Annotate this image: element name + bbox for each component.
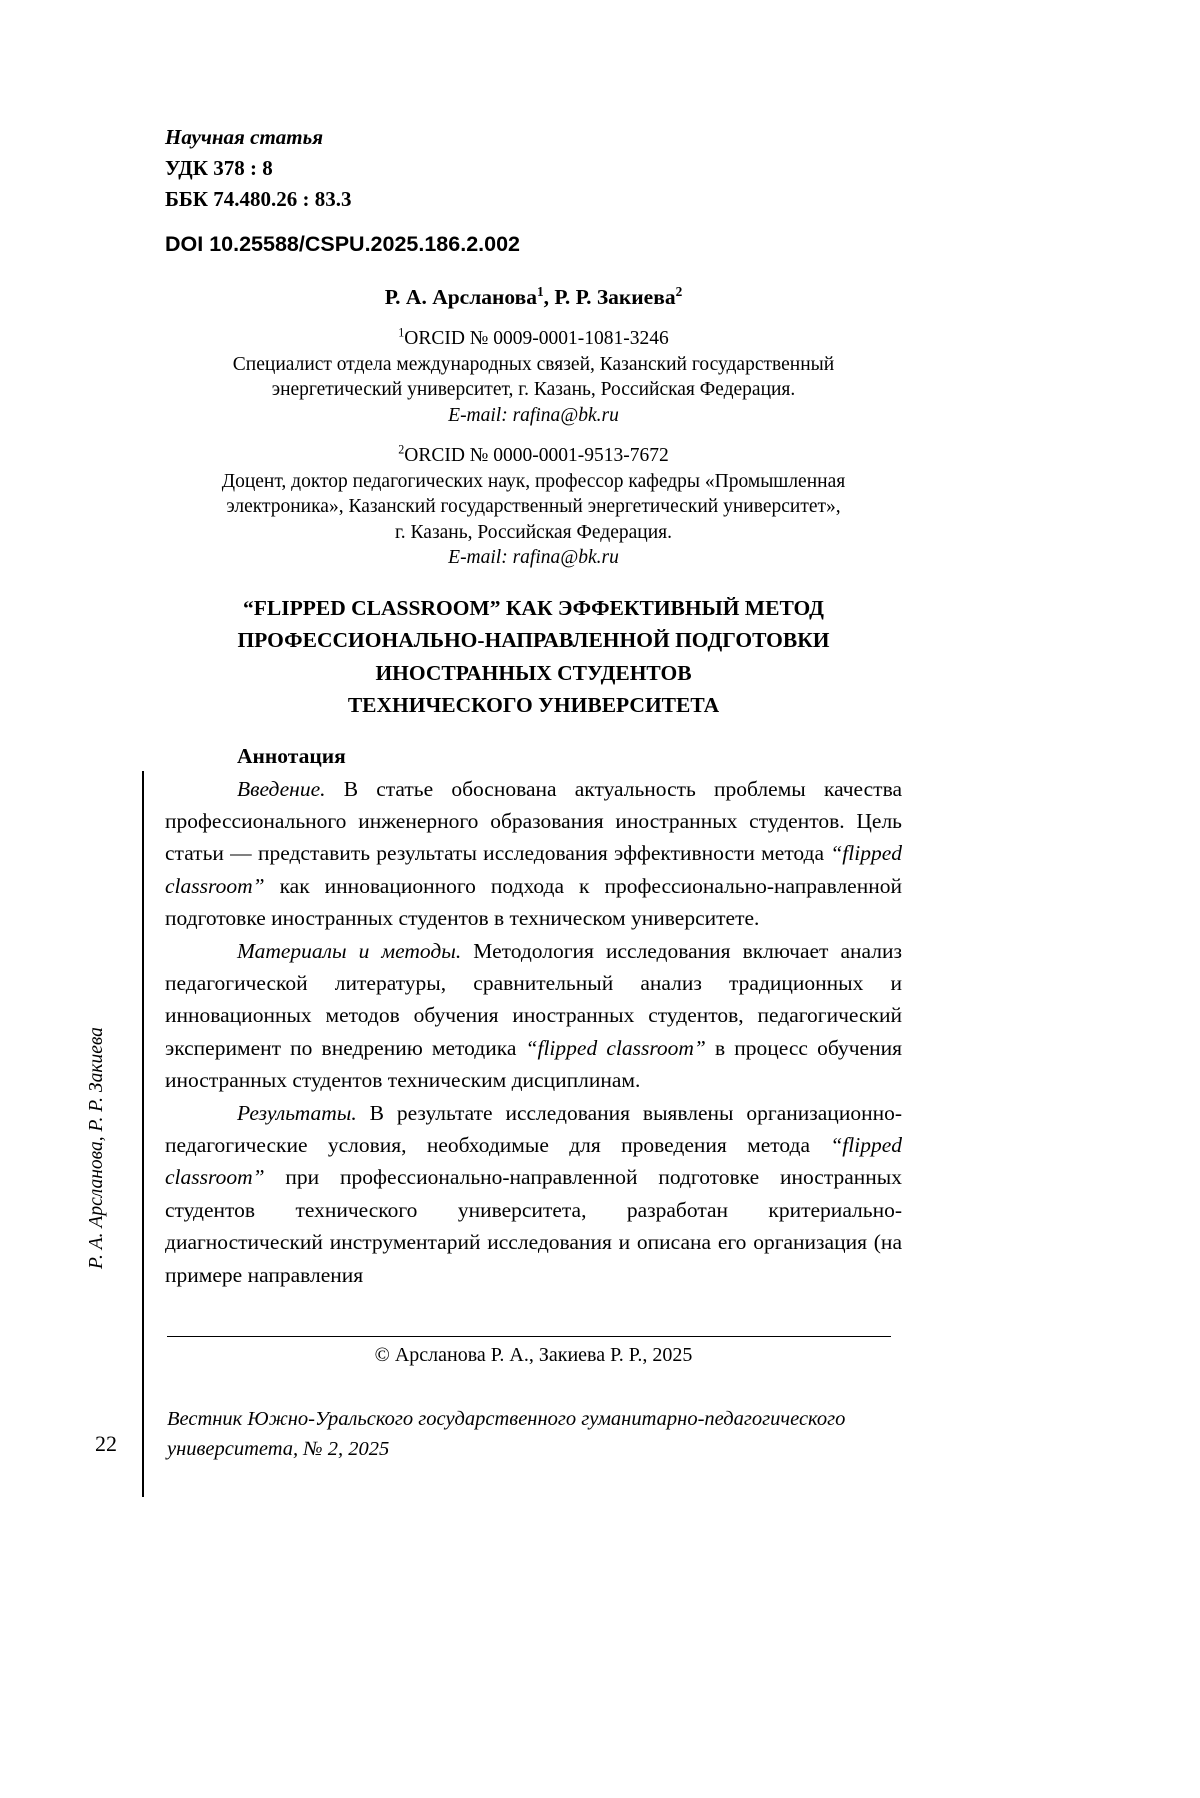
affiliation-2-email: E-mail: rafina@bk.ru [448,547,619,568]
affiliation-2-line-2: электроника», Казанский государственный энергетический университет», [226,496,841,517]
italic-text-run: Результаты. [237,1100,357,1125]
article-title-line-4: ТЕХНИЧЕСКОГО УНИВЕРСИТЕТА [347,693,720,717]
journal-name-line-1: Вестник Южно-Уральского государственного гуманитарно-педагогического [167,1408,846,1430]
italic-text-run: “flipped classroom” [165,1132,902,1190]
authors-separator: , [543,285,555,309]
article-title-line-2: ПРОФЕССИОНАЛЬНО-НАПРАВЛЕННОЙ ПОДГОТОВКИ [237,628,830,652]
affiliation-1-superscript: 1 [398,325,405,340]
affiliation-1-email: E-mail: rafina@bk.ru [448,404,619,426]
udk-code: УДК 378 : 8 [165,156,273,180]
author-1-superscript: 1 [537,283,544,299]
text-run: при профессионально-направленной подготовке иностранных студентов технического университета, разработан критериально-диагностический инструментарий исследования и описана его организация (на примере направления [165,1165,902,1287]
bbk-code: ББК 74.480.26 : 83.3 [165,187,352,211]
abstract-paragraph-results [165,1097,902,1291]
text-run: в процесс обучения иностранных студентов техническим дисциплинам. [165,1035,902,1093]
text-run: Методология исследования включает анализ педагогической литературы, сравнительный анализ традиционных и инновационных методов обучения иностранных студентов, педагогический эксперимент по внедрению методика [165,938,902,1060]
abstract-paragraph-introduction [165,773,902,935]
text-run: В результате исследования выявлены организационно-педагогические условия, необходимые для проведения метода [165,1100,902,1157]
page-content [165,122,902,1291]
affiliation-2-orcid [165,443,902,469]
doi-line: DOI 10.25588/CSPU.2025.186.2.002 [165,232,521,256]
affiliation-2-superscript: 2 [398,442,405,457]
author-2-superscript: 2 [675,283,683,299]
affiliation-1-orcid [165,326,902,352]
affiliation-1 [165,326,902,428]
italic-text-run: “flipped classroom” [525,1035,706,1060]
affiliation-1-line-2: энергетический университет, г. Казань, Российская Федерация. [271,379,796,400]
affiliation-1-orcid-number: ORCID № 0009-0001-1081-3246 [404,328,669,349]
abstract-paragraph-materials-methods [165,935,902,1097]
affiliation-1-line-1: Специалист отдела международных связей, Казанский государственный [232,353,835,375]
italic-text-run: “flipped classroom” [165,841,902,898]
article-type-label: Научная статья [165,125,324,149]
affiliation-2-orcid-number: ORCID № 0000-0001-9513-7672 [404,445,669,466]
abstract-heading: Аннотация [237,743,346,768]
italic-text-run: Введение. [237,776,326,801]
copyright-divider-rule [167,1336,891,1337]
vertical-running-authors: Р. А. Арсланова, Р. Р. Закиева [86,1027,107,1269]
journal-footer [167,1404,904,1464]
article-title [165,592,902,722]
affiliation-2-line-3: г. Казань, Российская Федерация. [395,521,672,543]
text-run: как инновационного подхода к профессионально-направленной подготовке иностранных студентов в техническом университете. [165,873,902,931]
text-run: В статье обоснована актуальность проблемы качества профессионального инженерного образования иностранных студентов. Цель статьи — представить результаты исследования эффективности метода [165,776,902,866]
page-number: 22 [95,1431,117,1456]
author-1-name: Р. А. Арсланова [384,285,537,309]
authors-line [165,284,902,311]
left-margin-rule [142,771,144,1497]
copyright-line: © Арсланова Р. А., Закиева Р. Р., 2025 [374,1344,693,1366]
affiliation-2-line-1: Доцент, доктор педагогических наук, профессор кафедры «Промышленная [221,470,846,492]
author-2-name: Р. Р. Закиева [554,285,676,309]
article-title-line-3: ИНОСТРАННЫХ СТУДЕНТОВ [375,660,692,685]
italic-text-run: Материалы и методы. [237,938,462,963]
article-title-line-1: “FLIPPED CLASSROOM” КАК ЭФФЕКТИВНЫЙ МЕТОД [243,595,824,620]
affiliation-2 [165,443,902,571]
journal-name-line-2: университета, № 2, 2025 [167,1438,390,1460]
